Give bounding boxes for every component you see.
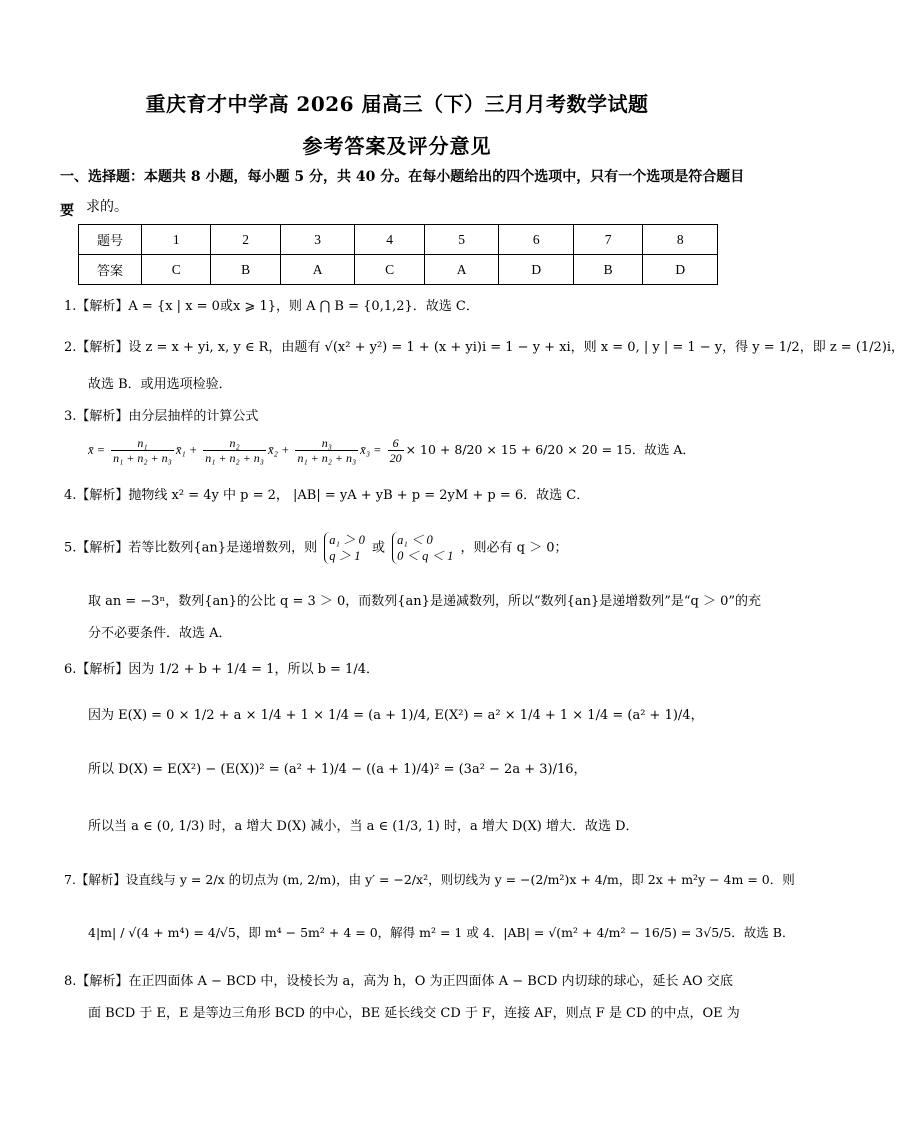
solution-6-line2: 因为 E(X) = 0 × 1/2 + a × 1/4 + 1 × 1/4 = (a + 1)/4, E(X²) = a² × 1/4 + 1 × 1/4 = (a² + 1)/4， [88, 708, 704, 723]
solution-3-line1: 3.【解析】由分层抽样的计算公式 [64, 409, 259, 424]
mean-x2: x̄₂ + [267, 443, 290, 457]
solution-5-line3: 分不必要条件．故选 A． [88, 626, 232, 641]
section-heading-line1: 一、选择题：本题共 8 小题，每小题 5 分，共 40 分。在每小题给出的四个选项中，只有一个选项是符合题目要 [60, 169, 745, 219]
solution-2-line1: 2.【解析】设 z = x + yi, x, y ∈ R，由题有 √(x² + y²) = 1 + (x + yi)i = 1 − y + xi，则 x = 0, | y | = 1 − y，得 y = 1/2，即 z = (1/2)i， [64, 340, 904, 355]
page-subtitle: 参考答案及评分意见 [302, 134, 492, 158]
solution-4: 4.【解析】抛物线 x² = 4y 中 p = 2， |AB| = yA + yB + p = 2yM + p = 6．故选 C． [64, 488, 590, 503]
solution-3-formula [88, 436, 768, 465]
table-cell: 6 [499, 225, 574, 255]
table-cell: 5 [424, 225, 499, 255]
mean-x3: x̄₃ = [360, 443, 382, 457]
section-heading-line2: 求的。 [86, 199, 128, 215]
section-heading-continued [86, 190, 776, 224]
table-cell: 2 [211, 225, 280, 255]
solution-5-intro: 5.【解析】若等比数列{an}是递增数列，则 [64, 540, 318, 556]
cases-brace-1 [324, 532, 365, 564]
solution-7-line2: 4|m| / √(4 + m⁴) = 4/√5，即 m⁴ − 5m² + 4 = 0，解得 m² = 1 或 4．|AB| = √(m² + 4/m² − 16/5) = 3√5/5．故选 B． [88, 925, 795, 940]
page-title: 重庆育才中学高 2026 届高三（下）三月月考数学试题 [145, 92, 649, 116]
solution-6-line4: 所以当 a ∈ (0, 1/3) 时，a 增大 D(X) 减小，当 a ∈ (1/3, 1) 时，a 增大 D(X) 增大．故选 D． [88, 819, 639, 834]
case1-line1: a₁ ＞ 0 [329, 533, 365, 547]
solution-8-line2: 面 BCD 于 E，E 是等边三角形 BCD 的中心，BE 延长线交 CD 于 F，连接 AF，则点 F 是 CD 的中点，OE 为 [88, 1006, 740, 1021]
table-cell: D [643, 255, 718, 285]
table-cell: C [355, 255, 424, 285]
fraction-6-20: $\frac{6}{20}$ [389, 436, 402, 465]
table-cell: 1 [142, 225, 211, 255]
table-cell: D [499, 255, 574, 285]
table-row-answers [79, 255, 718, 285]
table-cell: 3 [280, 225, 355, 255]
solution-5-line1 [64, 532, 744, 564]
table-cell: A [424, 255, 499, 285]
solution-5-conclusion: ，则必有 q ＞ 0； [460, 540, 568, 556]
cases-brace-2 [392, 532, 453, 564]
fraction-weight-3: $\frac{\text{n₃}}{\text{n₁ + n₂ + n₃}}$ [297, 436, 357, 465]
solution-5-or: 或 [371, 540, 385, 556]
table-header-answer: 答案 [79, 255, 142, 285]
table-cell: B [211, 255, 280, 285]
mean-symbol: x̄ = [88, 443, 106, 457]
solution-3-result: × 10 + 8/20 × 15 + 6/20 × 20 = 15．故选 A． [405, 442, 695, 457]
solution-8-line1: 8.【解析】在正四面体 A − BCD 中，设棱长为 a，高为 h，O 为正四面体 A − BCD 内切球的球心，延长 AO 交底 [64, 974, 733, 989]
table-cell: 7 [573, 225, 642, 255]
solution-7-line1: 7.【解析】设直线与 y = 2/x 的切点为 (m, 2/m)，由 y′ = −2/x²，则切线为 y = −(2/m²)x + 4/m，即 2x + m²y − 4m = 0．则 [64, 872, 795, 887]
solution-2-line2: 故选 B．或用选项检验． [88, 377, 232, 392]
table-cell: 4 [355, 225, 424, 255]
solution-6-line3: 所以 D(X) = E(X²) − (E(X))² = (a² + 1)/4 − ((a + 1)/4)² = (3a² − 2a + 3)/16， [88, 762, 587, 777]
case2-line2: 0 ＜ q ＜ 1 [397, 549, 454, 563]
solution-5-line2: 取 an = −3ⁿ，数列{an}的公比 q = 3 ＞ 0，而数列{an}是递减数列，所以“数列{an}是递增数列”是“q ＞ 0”的充 [88, 594, 762, 609]
case2-line1: a₁ ＜ 0 [397, 533, 433, 547]
table-cell: A [280, 255, 355, 285]
fraction-weight-1: $\frac{\text{n₁}}{\text{n₁ + n₂ + n₃}}$ [113, 436, 172, 465]
fraction-weight-2: $\frac{\text{n₂}}{\text{n₁ + n₂ + n₃}}$ [205, 436, 264, 465]
mean-x1: x̄₁ + [175, 443, 198, 457]
table-cell: 8 [643, 225, 718, 255]
table-cell: C [142, 255, 211, 285]
solution-1: 1.【解析】A = {x | x = 0或x ⩾ 1}，则 A ⋂ B = {0,1,2}．故选 C． [64, 299, 479, 314]
solution-6-line1: 6.【解析】因为 1/2 + b + 1/4 = 1，所以 b = 1/4． [64, 662, 379, 677]
table-header-number: 题号 [79, 225, 142, 255]
table-row-numbers [79, 225, 718, 255]
answer-table [78, 224, 718, 285]
table-cell: B [573, 255, 642, 285]
case1-line2: q ＞ 1 [329, 549, 361, 563]
